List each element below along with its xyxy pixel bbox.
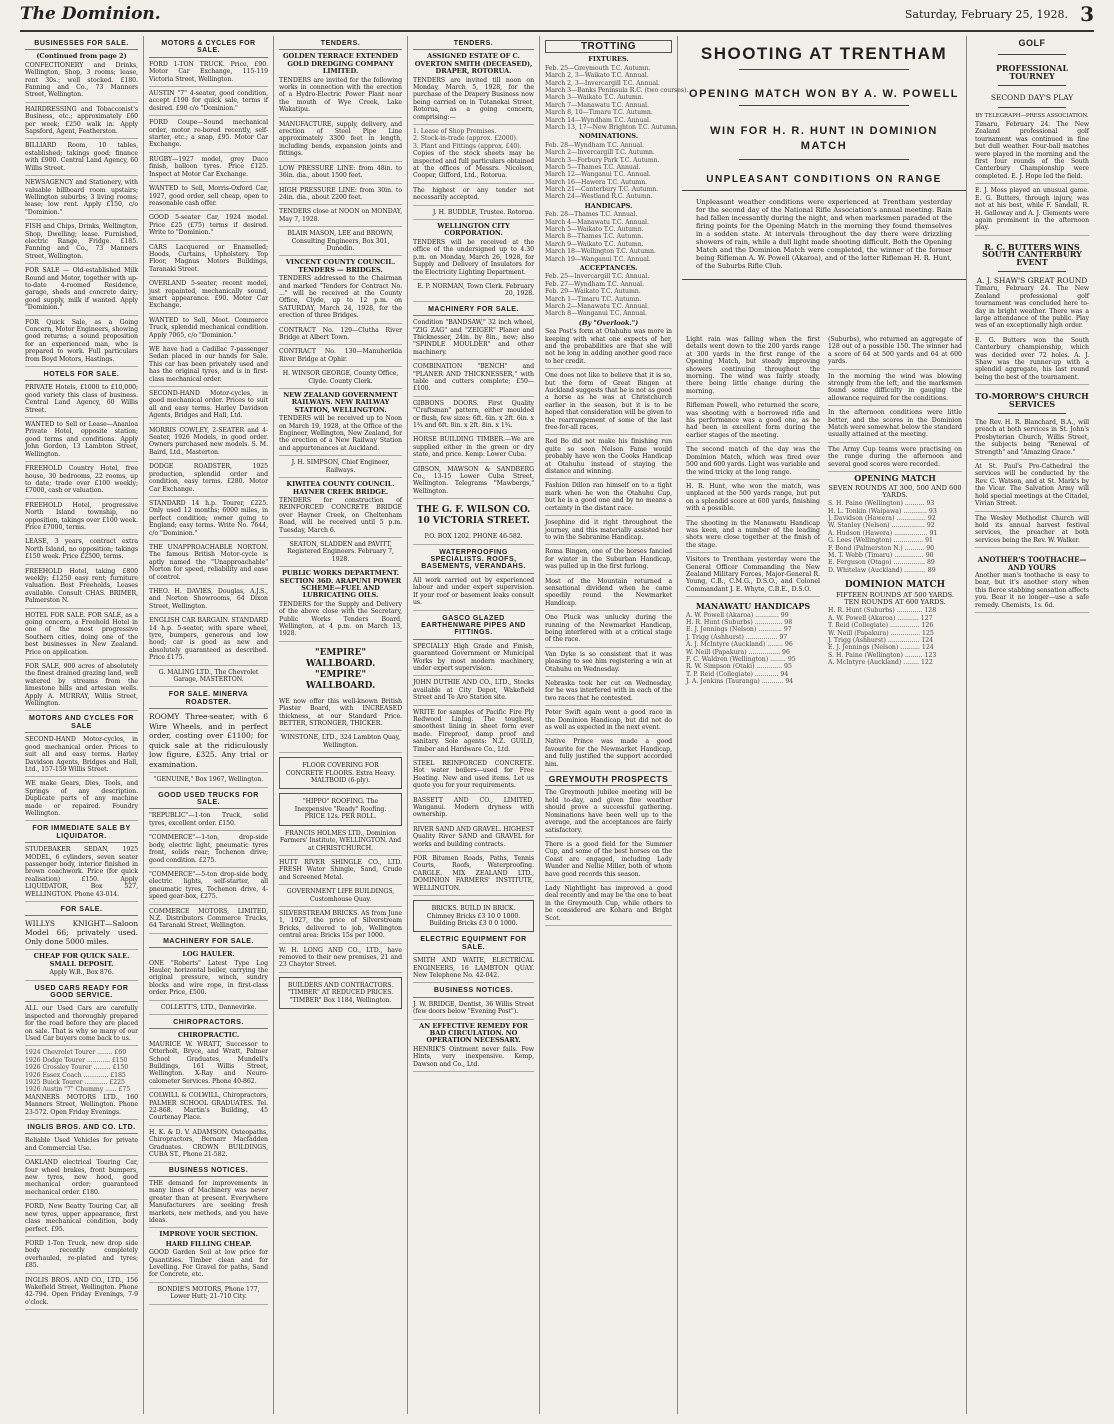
paragraph: In the afternoon conditions were little better, and the scores in the Dominion Match were somewhat below the standard usually attained at the meeting. bbox=[828, 409, 962, 443]
result-line: T. P. Reid (Collegiate) ............ 94 bbox=[686, 670, 789, 678]
paragraph: One does not like to believe that it is so, but the form of Great Bingen at Auckland suggests that he is not as good a horse as he was at Christchurch earlier in the season, but it is to be hoped that consideration will be given to the rearrangement of some of the last free-for-all races. bbox=[545, 372, 672, 435]
paragraph: Josephine did it right throughout the journey, and this materially assisted her to win the Sabranine Handicap. bbox=[545, 519, 672, 545]
fixture-line: Feb. 28—Thames T.C. Annual. bbox=[545, 211, 638, 219]
classified-ad: FORD 1-Ton Truck, new drop side body recently completely overhauled, re-plated and tyres; £85. bbox=[25, 1240, 138, 1274]
paragraph: The second match of the day was the Dominion Match, which was fired over 500 and 600 yards. Light was variable and the wind tricky at the long range. bbox=[686, 446, 820, 480]
section-heading: INGLIS BROS. AND CO. LTD. bbox=[25, 1124, 138, 1134]
classified-ad: MORRIS COWLEY, 2-SEATER and 4-Seater, 1926 Models, in good order. Owners purchased new models. S. M. Baird, Ltd., Masterton. bbox=[149, 427, 268, 461]
paragraph: E. G. Butters won the South Canterbury championship, which was decided over 72 holes. A. J. Shaw was the runner-up with a splendid aggregate, his last round being the best of the tournament. bbox=[975, 337, 1089, 385]
classified-ad: FORD, New Beatty Touring Car, all new tyres, upper appearance, first class mechanical condition, body perfect. £95. bbox=[25, 1203, 138, 1237]
classified-ad: J. W. BRIDGE, Dentist, 36 Willis Street (few doors below "Evening Post"). bbox=[413, 1001, 534, 1020]
masthead bbox=[20, 4, 1094, 32]
section-heading: WATERPROOFING SPECIALISTS. ROOFS, BASEMENTS, VERANDAHS. bbox=[413, 549, 534, 574]
classified-ad: GOOD Garden Soil at low price for Quantities. Timber clean and for Levelling. For Gravel for paths, Sand for Concrete, etc. bbox=[149, 1249, 268, 1283]
section-subheading: VINCENT COUNTY COUNCIL. TENDERS — BRIDGES. bbox=[285, 258, 396, 274]
table-title: DOMINION MATCH bbox=[844, 580, 946, 591]
classified-ad: GIBSON, MAWSON & SANDBERG Co., 13-15 Lower Cuba Street, Wellington. Telegrams "Mawbergs," Wellington. bbox=[413, 466, 534, 500]
section-heading: ELECTRIC EQUIPMENT FOR SALE. bbox=[413, 936, 534, 954]
section-subheading: CHEAP FOR QUICK SALE. SMALL DEPOSIT. bbox=[33, 952, 130, 968]
classified-ad: GIBBONS DOORS. First Quality "Craftsman" pattern, either moulded or flush, few sizes: 6ft. 6in. x 2ft. 6in. x 1¾ and 6ft. 8in. x 2ft. 8in. x 1¾. bbox=[413, 400, 534, 434]
classified-ad: SMITH AND WAITE, ELECTRICAL ENGINEERS, 16 LAMBTON QUAY. New Telephone No. 42-042. bbox=[413, 957, 534, 983]
result-line: G. Lees (Wellington) ............... 91 bbox=[828, 537, 933, 545]
classified-ad: RIVER SAND AND GRAVEL. HIGHEST Quality River SAND and GRAVEL for works and building contracts. bbox=[413, 826, 534, 852]
story-subheadline: UNPLEASANT CONDITIONS ON RANGE bbox=[706, 174, 942, 185]
result-line: J. Trigg (Ashhurst) ................ 124 bbox=[828, 637, 934, 644]
classified-ad: CONTRACT No. 130—Manuherikia River Bridge at Ophir. bbox=[279, 348, 402, 367]
fixture-line: March 5—Thames T.C. Annual. bbox=[545, 163, 641, 171]
shooting-story bbox=[682, 36, 967, 1414]
paragraph: Rifleman Powell, who returned the score, was shooting with a borrowed rifle and his performance was a good one, as he had been in excellent form during the earlier stages of the meeting. bbox=[686, 402, 820, 443]
paragraph: In the morning the wind was blowing strongly from the left, and the marksmen found some difficulty in gauging the allowance required for the conditions. bbox=[828, 373, 962, 407]
price-list bbox=[25, 1049, 138, 1093]
story-subheadline: PROFESSIONAL TOURNEY bbox=[995, 63, 1069, 81]
classified-ad: FOR Bitumen Roads, Paths, Tennis Courts, Roofs, Waterproofing. CARGLE. MIX ZEALAND LTD., DOMINION FARMERS' INSTITUTE, WELLINGTON. bbox=[413, 855, 534, 896]
classified-ad: COLLETT'S, LTD., Dannevirke. bbox=[149, 1004, 268, 1015]
classified-ad: TENDERS will be received at the office of the undersigned up to 4.30 p.m. on Monday, March 26, 1928, for Supply and Delivery of Insulators for the Electricity Lighting Department. bbox=[413, 239, 534, 280]
classified-ad: Condition "BANDSAW," 32 inch wheel, "ZIG ZAG" and "ZEIGER" Planer and Thicknesser, 24in. by 8in., new; also "SPINDLE MOULDER" and other machinery. bbox=[413, 319, 534, 360]
paragraph: (Suburbs), who returned an aggregate of 128 out of a possible 150. The winner had a score of 64 at 500 yards and 64 at 600 yards. bbox=[828, 336, 962, 370]
result-line: A. Hudson (Hawera) ................. 91 bbox=[828, 529, 938, 537]
classified-ad: All work carried out by experienced labour and under expert supervision. If your roof or basement leaks consult us. bbox=[413, 577, 534, 611]
section-heading: GREYMOUTH PROSPECTS bbox=[545, 776, 672, 786]
classified-ad: STANDARD 14 h.p. Tourer, £225. Only used 12 months; 6000 miles, in perfect condition; owner going to England; easy terms. Write No. 7644, c/o "Dominion." bbox=[149, 500, 268, 541]
classified-ad: WINSTONE, LTD., 324 Lambton Quay, Wellington. bbox=[279, 734, 402, 753]
result-line: J. A. Jenkins (Tauranga) ........... 94 bbox=[686, 678, 794, 686]
classified-ad: WILLYS KNIGHT—Saloon Model 66; privately used. Only done 5000 miles. bbox=[25, 919, 138, 950]
price-line: 1924 Chevrolet Tourer ........ £60 bbox=[25, 1049, 127, 1057]
column-golf bbox=[970, 36, 1094, 1414]
divider bbox=[998, 271, 1066, 272]
classified-ad: BILLIARD Room, 10 tables, established; takings good; finance with £900. Central Land Agency, 60 Willis Street. bbox=[25, 142, 138, 176]
classified-ad: H. K. & D. V. ADAMSON, Osteopaths, Chiropractors, Bernarr Macfadden Graduates. CROWN BUILDINGS, CUBA ST., Phone 21-582. bbox=[149, 1129, 268, 1163]
classified-ad: "GENUINE," Box 1967, Wellington. bbox=[149, 776, 268, 787]
hotel-ads bbox=[25, 384, 138, 711]
paragraph: Most of the Mountain returned a sensational dividend when he came speedily round the Newmarket Handicap. bbox=[545, 578, 672, 612]
fixture-line: March 14—Wyndham T.C. Annual. bbox=[545, 116, 651, 124]
column-trotting bbox=[540, 36, 689, 1414]
classified-ad: FRANCIS HOLMES LTD., Dominion Farmers' Institute, WELLINGTON. And at CHRISTCHURCH. bbox=[279, 830, 402, 856]
fixture-line: March 3—Banks Peninsula R.C. (two courses). bbox=[545, 86, 689, 94]
classified-ad: P.O. BOX 1202. PHONE 46-582. bbox=[413, 533, 534, 544]
result-line: W. Neill (Papakura) ................ 96 bbox=[686, 648, 790, 656]
section-subheading: WELLINGTON CITY CORPORATION. bbox=[437, 222, 510, 238]
paragraph: Lady Nightlight has improved a good deal recently and may be the one to beat in the Greymouth Cup, while others to be considered are Kohara and Bright Scot. bbox=[545, 885, 672, 926]
classified-ad: THE UNAPPROACHABLE NORTON. The famous British Motor-cycle is aptly named the "Unapproachable" Norton for speed, reliability and ease of control. bbox=[149, 544, 268, 585]
fixture-line: March 21—Canterbury T.C. Autumn. bbox=[545, 186, 659, 194]
section-subheading: HANDICAPS. bbox=[584, 201, 633, 210]
company-name: THE G. F. WILSON CO. 10 VICTORIA STREET. bbox=[416, 505, 531, 527]
paragraph: Roma Bingen, one of the horses fancied for winter in the Suburban Handicap, was pulled up in the first furlong. bbox=[545, 548, 672, 574]
classified-ad: H. WINSOR GEORGE, County Office, Clyde. County Clerk. bbox=[279, 370, 402, 389]
fixture-line: March 1—Timaru T.C. Autumn. bbox=[545, 295, 642, 303]
classified-ad: HENRIK'S Ointment never fails. Few Hints, very inexpensive. Kemp, Dawson and Co., Ltd. bbox=[413, 1046, 534, 1072]
paragraph: At St. Paul's Pro-Cathedral the services will be conducted by the Rev. C. Watson, and at St. Mark's by the Vicar. The Salvation Army will hold special meetings at the Citadel, Vivian Street. bbox=[975, 463, 1089, 511]
classified-ad: TENDERS for construction of REINFORCED CONCRETE BRIDGE over Hayner Creek, on Cheltenham Road, will be received until 5 p.m. Tuesday, March 6. bbox=[279, 497, 402, 538]
classified-ad: GOVERNMENT LIFE BUILDINGS, Customhouse Quay. bbox=[279, 888, 402, 907]
fixture-line: March 3—Forbury Park T.C. Autumn. bbox=[545, 156, 660, 164]
paragraph: E. J. Moss played an unusual game. E. G. Butters, through injury, was not at his best, while F. Sandall, R. H. Galloway and A. J. Clements were again prominent in the afternoon play. bbox=[975, 187, 1089, 235]
fixture-line: March 2—Invercargill T.C. Autumn. bbox=[545, 149, 655, 157]
column-motors bbox=[144, 36, 274, 1414]
classified-ad: G. MALING LTD., The Chevrolet Garage, MASTERTON. bbox=[149, 669, 268, 688]
classified-ad: WANTED to Sell, Morris-Oxford Car, 1927, good order, sell cheap, open to reasonable cash offer. bbox=[149, 185, 268, 211]
classified-ad: COLWILL & COLWILL, Chiropractors, PALMER SCHOOL GRADUATES. Tel. 22-868. Martin's Building, 45 Courtenay Place. bbox=[149, 1092, 268, 1126]
advert-box: "HIPPO" ROOFING. The Inexpensive "Ready" Roofing. PRICE 12s. PER ROLL. bbox=[279, 793, 402, 825]
table-title: OPENING MATCH bbox=[854, 473, 936, 484]
table-subtitle: SEVEN ROUNDS AT 300, 500 AND 600 YARDS. bbox=[828, 483, 962, 499]
fixture-line: March 12—Wanganui T.C. Annual. bbox=[545, 171, 651, 179]
classified-ad: Apply W.B., Box 876. bbox=[25, 969, 138, 980]
classified-ad: LOW PRESSURE LINE: from 48in. to 36in. dia., about 1500 feet. bbox=[279, 165, 402, 184]
classified-ad: SPECIALLY High Grade and Finish, guaranteed Government or Municipal Works by most modern machinery, under expert supervision. bbox=[413, 643, 534, 677]
story-subheadline: SECOND DAY'S PLAY bbox=[990, 93, 1074, 103]
list-item: 2. Stock-in-trade (approx. £2000). bbox=[413, 135, 518, 143]
classified-ad: AUSTIN "7" 4-seater, good condition, accept £190 for quick sale, terms if desired. £90 c/o "Dominion." bbox=[149, 90, 268, 116]
section-heading: GOLF bbox=[1018, 38, 1046, 48]
classified-ad: SEATON, SLADDEN and PAVITT, Registered Engineers. February 7, 1928. bbox=[279, 541, 402, 567]
byline: BY TELEGRAPH—PRESS ASSOCIATION. bbox=[975, 112, 1089, 119]
paragraph: Timaru, February 24. The New Zealand professional golf tournament was concluded here to-day in bright weather. There was a large attendance of the public. Play was of an exceptionally high order. bbox=[975, 285, 1089, 333]
fixture-line: March 4—Manawatu T.C. Annual. bbox=[545, 218, 649, 226]
fixture-line: March 19—Wanganui T.C. Annual. bbox=[545, 255, 651, 263]
divider bbox=[998, 413, 1066, 414]
classified-ad: TENDERS close at NOON on MONDAY, May 7, 1928. bbox=[279, 208, 402, 227]
classified-ad: FORD Coupe—Sound mechanical order, motor re-bored recently, self-starter, etc.; a snap, £95. Motor Car Exchange. bbox=[149, 119, 268, 153]
advert-box: BUILDERS AND CONTRACTORS. "TIMBER" AT REDUCED PRICES. "TIMBER" Box 1184, Wellington. bbox=[279, 977, 402, 1009]
classified-ad: COMMERCE MOTORS, LIMITED, N.Z. Distributors Commerce Trucks, 64 Taranaki Street, Wellington. bbox=[149, 908, 268, 934]
result-line: E. J. Jennings (Nelson) .......... 124 bbox=[828, 644, 934, 652]
result-line: A. W. Powell (Akaroa) ........... 127 bbox=[828, 614, 933, 622]
paragraph: Red Bo did not make his finishing run quite so soon Nelson Fame would probably have won the Cooks Handicap at Otahuhu instead of staying the distance and winning. bbox=[545, 438, 672, 479]
fixture-line: March 9—Waikato T.C. Autumn. bbox=[545, 240, 644, 248]
classified-ad: MANUFACTURE, supply, delivery, and erection of Steel Pipe Line approximately 3300 feet in length, including bends, expansion joints and fittings. bbox=[279, 121, 402, 162]
fixture-line: Feb. 27—Wyndham T.C. Annual. bbox=[545, 280, 645, 288]
classified-ad: WE have had a Cadillac 7-passenger Sedan placed in our hands for Sale. This car has been privately used and has the original tyres, and is in first-class mechanical order. bbox=[149, 346, 268, 387]
classified-ad: STEEL REINFORCED CONCRETE. Hot water boilers—used for Free Heating. New and used items. Let us quote you for your requirements. bbox=[413, 760, 534, 794]
section-heading: FOR SALE. MINERVA ROADSTER. bbox=[149, 691, 268, 709]
classified-ad: PRIVATE Hotels, £1000 to £10,000; good variety this class of business. Central Land Agency, 60 Willis Street. bbox=[25, 384, 138, 418]
section-subheading: CHIROPRACTIC. bbox=[177, 1031, 240, 1040]
section-subheading: ACCEPTANCES. bbox=[579, 264, 638, 272]
section-heading: GOOD USED TRUCKS FOR SALE. bbox=[149, 792, 268, 810]
section-heading: BUSINESS NOTICES. bbox=[413, 987, 534, 997]
paragraph: Nebraska took her cut on Wednesday, for he was interfered with in each of the two races that he contested. bbox=[545, 680, 672, 706]
classified-ad: THEO. H. DAVIES, Douglas, A.J.S., and Norton Showrooms, 64 Dixon Street, Wellington. bbox=[149, 588, 268, 614]
classified-ad: CONTRACT No. 129—Clutha River Bridge at Albert Town. bbox=[279, 327, 402, 346]
classified-ad: JOHN DUTHIE AND CO., LTD., Stocks available at City Depot, Wakefield Street and Te Aro Station site. bbox=[413, 679, 534, 705]
fixture-line: March 13, 17—New Brighton T.C. Autumn. bbox=[545, 123, 678, 131]
section-heading: FOR SALE. bbox=[25, 906, 138, 916]
classified-ad: TENDERS for the Supply and Delivery of the above close with the Secretary, Public Works Tenders Board, Wellington, at 4 p.m. on March 13, 1928. bbox=[279, 601, 402, 642]
divider bbox=[998, 54, 1066, 55]
divider bbox=[998, 107, 1066, 108]
divider bbox=[998, 85, 1066, 86]
paragraph: Visitors to Trentham yesterday were the General Officer Commanding the New Zealand Military Forces, Major-General R. Young, C.B., C.M.G., D.S.O., and Colonel Commandant J. E. Whyte, C.B.E., D.S.O. bbox=[686, 556, 820, 597]
price-line: 1925 Buick Tourer ............ £225 bbox=[25, 1079, 125, 1087]
classified-ad: SECOND-HAND Motor-cycles, in good mechanical order. Prices to suit all and easy terms. Harley Davidson Agents, Bridges and Hall, Ltd. bbox=[149, 390, 268, 424]
advert-box: FLOOR COVERING FOR CONCRETE FLOORS. Extra Heavy. MALTBOID (6-ply). bbox=[279, 757, 402, 789]
classified-ad: HIGH PRESSURE LINE: from 30in. to 24in. dia., about 2200 feet. bbox=[279, 187, 402, 206]
classified-ad: WANTED to Sell, Moot. Commerce Truck, splendid mechanical condition. Apply 7065, c/o "Dominion." bbox=[149, 317, 268, 343]
fixture-line: March 18—Wellington T.C. Autumn. bbox=[545, 248, 656, 256]
classified-ad: "REPUBLIC"—1-ton Truck, solid tyres, excellent order. £150. bbox=[149, 812, 268, 831]
classified-ad: WRITE for samples of Pacific Fire Ply Redwood Lining. The toughest, smoothest lining in sheet form ever made. Fireproof, damp proof and sanitary. Sole agents: N.Z. GUILD, Timber and Hardware Co., Ltd. bbox=[413, 709, 534, 757]
classified-ad: SILVERSTREAM BRICKS. AS from June 1, 1927, the price of Silverstream Bricks, delivered to job, Wellington central area: Bricks 15s per 1000. bbox=[279, 910, 402, 944]
fixture-line: March 8, 10—Timaru T.C. Autumn. bbox=[545, 109, 653, 117]
fixture-line: March 16—Hawera T.C. Autumn. bbox=[545, 178, 648, 186]
section-heading: TENDERS. bbox=[279, 40, 402, 50]
classified-ad: MAURICE W. WRATT, Successor to Otterholt, Bryce, and Wratt, Palmer School Graduates, Mundell's Buildings, 161 Willis Street, Wellington. X-Ray and Neuro-calometer Services. Phone 40-862. bbox=[149, 1041, 268, 1089]
classified-ad: BONDIE'S MOTORS, Phone 177, Lower Hutt; 21-710 City. bbox=[149, 1286, 268, 1305]
result-line: R. W. Simpson (Otaki) ............. 95 bbox=[686, 663, 792, 671]
classified-ad: INGLIS BROS. AND CO., LTD., 156 Wakefield Street, Wellington. Phone 42-794. Open Friday Evenings, 7-9 o'clock. bbox=[25, 1277, 138, 1311]
story-column-left bbox=[686, 336, 820, 1406]
issue-date: Saturday, February 25, 1928. bbox=[904, 8, 1068, 21]
result-line: T. Reid (Collegiate) ............... 126 bbox=[828, 622, 934, 630]
section-subheading: AN EFFECTIVE REMEDY FOR BAD CIRCULATION. NO OPERATION NECESSARY. bbox=[419, 1021, 528, 1045]
section-heading: TROTTING bbox=[545, 40, 672, 53]
classified-ad: BLAIR MASON, LEE and BROWN, Consulting Engineers, Box 301, Dunedin. bbox=[279, 230, 402, 256]
result-line: F. C. Waldren (Wellington) ........ 95 bbox=[686, 655, 796, 663]
fixture-line: Feb. 29—Waikato T.C. Autumn. bbox=[545, 288, 641, 296]
story-subheadline: OPENING MATCH WON BY A. W. POWELL bbox=[689, 88, 959, 100]
result-line: E. Ferguson (Otago) ................ 89 bbox=[828, 559, 935, 567]
section-subheading: NEW ZEALAND GOVERNMENT RAILWAYS. NEW RAILWAY STATION, WELLINGTON. bbox=[283, 391, 398, 414]
paragraph: Peter Swift again went a good race in the Dominion Handicap, but did not do as well as expected in the next event. bbox=[545, 709, 672, 735]
result-line: D. Whitelaw (Auckland) ........... 89 bbox=[828, 566, 936, 574]
fixture-line: March 24—Westland R.C. Autumn. bbox=[545, 193, 653, 201]
paragraph: Another man's toothache is easy to bear, but it's another story when this fierce stabbing sensation affects you. Bear it no longer—use a safe remedy. Chemists, 1s. 6d. bbox=[975, 572, 1089, 613]
page-number: 3 bbox=[1080, 2, 1094, 26]
classified-ad: GOOD 5-seater Car, 1924 model. Price £25 (£75) terms if desired. Write to "Dominion." bbox=[149, 214, 268, 240]
price-line: 1926 Austin "7" Chummy ...... £75 bbox=[25, 1086, 131, 1094]
paragraph: Native Prince was made a good favourite for the Newmarket Handicap, and fully justified the support accorded him. bbox=[545, 738, 672, 772]
fixture-line: March 5—Waikato T.C. Autumn. bbox=[545, 226, 644, 234]
section-heading: MACHINERY FOR SALE. bbox=[149, 938, 268, 948]
classified-ad: ONE "Roberts" Latest Type Log Hauler, horizontal boiler, carrying the original pressure, winch, sundry blocks and wire rope, in first-class order. Price, £500. bbox=[149, 960, 268, 1001]
divider bbox=[739, 105, 909, 106]
classified-ad: NEWSAGENCY and Stationery, with valuable billboard room upstairs; Wellington suburbs; 3 living rooms; lease; low rent. Apply £150, c/o "Dominion." bbox=[25, 179, 138, 220]
classified-ad: FREEHOLD Hotel, taking £800 weekly; £1250 easy rent; furniture valuation. Best Freeholds, Leases available. Consult CHAS. BRIMER, Palmerston N. bbox=[25, 568, 138, 609]
classified-ad: TENDERS are invited till noon on Monday, March 5, 1928, for the purchase of the Drapery Business now being carried on in Tutanekai Street, Rotorua, as a going concern, comprising:— bbox=[413, 77, 534, 125]
story-column-right bbox=[828, 336, 962, 1406]
section-subheading: LOG HAULER. bbox=[182, 950, 235, 959]
classified-ad: J. H. BUDDLE, Trustee. Rotorua. bbox=[413, 209, 534, 220]
classified-ad: Reliable Used Vehicles for private and Commercial Use. bbox=[25, 1137, 138, 1156]
classified-ad: FISH and Chips, Drinks, Wellington, Shop, Dwelling; lease. Furnished, electric Range, Fridge. £185. Fanning and Co., 73 Manners Street, Wellington. bbox=[25, 223, 138, 264]
business-ads bbox=[25, 62, 138, 367]
classified-ad: BASSETT AND CO., LIMITED, Wanganui. Modern dryness with ownership. bbox=[413, 797, 534, 823]
story-subheadline: A. J. SHAW'S GREAT ROUND bbox=[976, 275, 1088, 285]
section-heading: CHIROPRACTORS. bbox=[149, 1019, 268, 1029]
paragraph: Van Dyke is so consistent that it was pleasing to see him registering a win at Otahuhu on Wednesday. bbox=[545, 651, 672, 677]
advert-box: BRICKS. BUILD IN BRICK. Chimney Bricks £3 10 0 1000. Building Bricks £3 0 0 1000. bbox=[413, 900, 534, 932]
result-line: F. Bond (Palmerston N.) .......... 90 bbox=[828, 544, 935, 552]
classified-ad: TENDERS are invited for the following works in connection with the erection of a Hydro-Electric Power Plant near the mouth of Wye Creek, Lake Wakatipu. bbox=[279, 77, 402, 118]
column-tenders-b bbox=[408, 36, 540, 1414]
fixture-line: March 7—Manawatu T.C. Annual. bbox=[545, 101, 649, 109]
divider bbox=[739, 69, 909, 70]
story-subheadline: ANOTHER'S TOOTHACHE—AND YOURS bbox=[977, 555, 1087, 572]
section-heading: MOTORS & CYCLES FOR SALE. bbox=[149, 40, 268, 58]
classified-ad: WE make Gears, Dies, Tools, and Springs of any description. Duplicate parts of any machine made or repaired. Foundry Wellington. bbox=[25, 780, 138, 821]
classified-ad: WANTED to Sell or Lease—Ananioa Private Hotel, opposite station; good terms and conditions. Apply John Gordon, 13 Lambton Street, Wellington. bbox=[25, 421, 138, 462]
newspaper-title: The Dominion. bbox=[20, 4, 161, 24]
classified-ad: W. H. LONG AND CO., LTD., have removed to their new premises, 21 and 23 Chaytor Street. bbox=[279, 947, 402, 973]
paragraph: H. R. Hunt, who won the match, was unplaced at the 500 yards range, but put on a splendid score at 600 yards, finishing with a possible. bbox=[686, 483, 820, 517]
list-item: 3. Plant and Fittings (approx. £40). bbox=[413, 142, 522, 150]
classified-ad: FOR SALE — Old-established Milk Round and Motor, together with up-to-date 4-roomed Residence, garage, sheds and concrete dairy; good supply, milk if wanted. Apply "Dominion." bbox=[25, 267, 138, 315]
result-line: A. W. Powell (Akaroa) ............ 99 bbox=[686, 611, 789, 619]
result-line: A. J. McIntyre (Auckland) ........ 96 bbox=[686, 641, 793, 649]
result-line: W. Neill (Papakura) ............... 125 bbox=[828, 629, 934, 637]
classified-ad: FREEHOLD Country Hotel, free house, 30 bedrooms, 22 rooms, up to date; trade over £100 weekly; £7000, cash or valuation. bbox=[25, 465, 138, 499]
result-line: S. H. Paine (Wellington) ......... 123 bbox=[828, 651, 937, 659]
section-heading: BUSINESSES FOR SALE. bbox=[25, 40, 138, 50]
paragraph: There is a good field for the Summer Cup, and some of the best horses on the Coast are engaged, including Lady Wunder and Nellie Miller, both of whom have good records this season. bbox=[545, 841, 672, 882]
classified-ad: FREEHOLD Hotel, progressive North Island township, no opposition, takings over £100 week. Price £7000, terms. bbox=[25, 502, 138, 536]
result-line: H. L. Tonkin (Waipawa) ............ 93 bbox=[828, 507, 937, 515]
classified-ad: ENGLISH CAR BARGAIN. STANDARD 14 h.p. 5-seater, with spare wheel, tyre, bumpers, generous and low hood; car is good as new and absolutely guaranteed as described. Price £175. bbox=[149, 617, 268, 665]
classified-ad: TENDERS addressed to the Chairman and marked "Tenders for Contract No. ..." will be received at the County Office, Clyde, up to 12 p.m. on SATURDAY, March 24, 1928, for the erection of three Bridges. bbox=[279, 275, 402, 323]
paragraph: Timaru, February 24. The New Zealand professional golf tournament was continued in fine but dull weather. Four-ball matches were played in the morning and the first four rounds of the South Canterbury Championship were completed. E. J. Hope led the field. bbox=[975, 121, 1089, 184]
fixture-line: March 8—Wanganui T.C. Annual. bbox=[545, 310, 647, 318]
section-subheading: IMPROVE YOUR SECTION. bbox=[159, 1230, 258, 1239]
paragraph: The Wesley Methodist Church will hold its annual harvest festival services, the preacher at both services being the Rev. W. Walker. bbox=[975, 515, 1089, 549]
fixture-line: Feb. 25—Invercargill T.C. Annual. bbox=[545, 273, 650, 281]
price-line: 1926 Crossley Tourer ......... £150 bbox=[25, 1064, 129, 1072]
fixture-line: March 8—Thames T.C. Autumn. bbox=[545, 233, 644, 241]
classified-ad: "COMMERCE"—5-ton drop-side body, electric lights, self-starter, all pneumatic tyres, Tochenon drive, 4-speed gear-box, £275. bbox=[149, 871, 268, 905]
section-heading: TENDERS. bbox=[413, 40, 534, 50]
result-line: J. Trigg (Ashhurst) ................ 97 bbox=[686, 633, 788, 641]
classified-ad: CARS Lacquered or Enamelled; Hoods, Curtains, Upholstery. Top Floor, Magnus Motors Buildings, Taranaki Street. bbox=[149, 244, 268, 278]
classified-ad: HUTT RIVER SHINGLE CO., LTD. FRESH Water Shingle, Sand, Crude and Screened Metal. bbox=[279, 859, 402, 885]
classified-ad: COMBINATION "BENCH" and "PLANER AND THICKNESSER," with table and cutters complete; £50—£100. bbox=[413, 363, 534, 397]
classified-ad: Copies of the stock sheets may be inspected and full particulars obtained at the offices of Messrs. Nicolson, Cooper, Gifford, Ltd., Rotorua. bbox=[413, 150, 534, 184]
fixture-line: March 2, 3—Waikato T.C. Annual. bbox=[545, 72, 649, 80]
section-heading: BUSINESS NOTICES. bbox=[149, 1167, 268, 1177]
story-subheadline: WIN FOR H. R. HUNT IN DOMINION MATCH bbox=[710, 125, 938, 152]
classified-ad: FORD 1-TON TRUCK. Price, £90. Motor Car Exchange, 115-119 Victoria Street, Wellington. bbox=[149, 61, 268, 87]
divider bbox=[682, 279, 966, 280]
paragraph: The Rev. H. R. Blanchard, B.A., will preach at both services in St. John's Presbyterian Church, Willis Street, the subjects being "Renewal of Strength" and "Amazing Grace." bbox=[975, 419, 1089, 460]
result-line: J. Davidson (Hawera) ............... 92 bbox=[828, 515, 936, 523]
paragraph: One Pluck was unlucky during the running of the Newmarket Handicap, being interfered with at a critical stage of the race. bbox=[545, 614, 672, 648]
paragraph: The Army Cup teams were practising on the range during the afternoon and several good scores were recorded. bbox=[828, 446, 962, 472]
classified-ad: FOR SALE, 900 acres of absolutely the finest drained grazing land, well watered by streams from the limestone hills and artesian wells. Apply A. MURRAY, Willis Street, Wellington. bbox=[25, 663, 138, 711]
column-tenders-a bbox=[274, 36, 408, 1414]
result-line: H. R. Hunt (Suburbs) ............. 128 bbox=[828, 607, 937, 615]
section-subheading: GOLDEN TERRACE EXTENDED GOLD DREDGING COMPANY LIMITED. bbox=[282, 52, 399, 76]
table-subtitle: FIFTEEN ROUNDS AT 500 YARDS. TEN ROUNDS AT 600 YARDS. bbox=[835, 590, 955, 607]
result-line: M. T. Webb (Timaru) ............... 90 bbox=[828, 552, 934, 560]
list-item: 1. Lease of Shop Premises. bbox=[413, 128, 497, 136]
column-businesses bbox=[20, 36, 144, 1414]
result-line: W. Stanley (Nelson) ................. 92 bbox=[828, 522, 935, 530]
classified-ad: LEASE, 3 years, contract extra North Island, no opposition; takings £150 week. Price £2500, terms. bbox=[25, 538, 138, 564]
section-subheading: KIWITEA COUNTY COUNCIL. HAYNER CREEK BRIDGE. bbox=[286, 480, 395, 496]
fixture-line: Feb. 25—Greymouth T.C. Autumn. bbox=[545, 64, 651, 72]
section-heading: MACHINERY FOR SALE. bbox=[413, 306, 534, 316]
fixture-line: March 2—Manawatu T.C. Annual. bbox=[545, 302, 649, 310]
story-headline: SHOOTING AT TRENTHAM bbox=[700, 44, 948, 63]
section-subheading: ASSIGNED ESTATE OF C. OVERTON SMITH (DECEASED), DRAPER, ROTORUA. bbox=[414, 52, 533, 76]
section-heading: GASCO GLAZED EARTHENWARE PIPES AND FITTINGS. bbox=[413, 615, 534, 640]
classified-ad: HAIRDRESSING and Tobacconist's Business, etc.; approximately £60 per week; £250 walk in. Apply Sapsford, Agent, Featherston. bbox=[25, 106, 138, 140]
classified-ad: J. H. SIMPSON, Chief Engineer, Railways. bbox=[279, 459, 402, 478]
story-subheadline: R. C. BUTTERS WINS SOUTH CANTERBURY EVENT bbox=[982, 241, 1082, 267]
classified-ad: MANNERS MOTORS LTD., 160 Manners Street, Wellington. Phone 23-572. Open Friday Evenings. bbox=[25, 1094, 138, 1120]
paragraph: Sea Post's form at Otahuhu was more in keeping with what one expects of her, and the probabilities are that she will not be long in adding another good race to her credit. bbox=[545, 328, 672, 369]
section-subheading: HARD FILLING CHEAP. bbox=[165, 1239, 252, 1248]
classified-ad: E. P. NORMAN, Town Clerk. February 20, 1928. bbox=[413, 283, 534, 302]
classified-ad: CONFECTIONERY and Drinks, Wellington, Shop, 3 rooms; lease, rent 30s.; well stocked. £180. Fanning and Co., 73 Manners Street, Wellington. bbox=[25, 62, 138, 103]
result-line: A. McIntyre (Auckland) ........ 122 bbox=[828, 659, 933, 667]
classified-ad: SECOND-HAND Motor-cycles, in good mechanical order. Prices to suit all and easy terms. Harley Davidson Agents, Bridges and Hall, Ltd., 157-159 Willis Street. bbox=[25, 736, 138, 777]
classified-ad: HORSE BUILDING TIMBER.—We are supplied either in the green or dry state, and price. Kemp. Lower Cuba. bbox=[413, 436, 534, 462]
paragraph: Fashion Dillon ran himself on to a tight mark when he won the Otahuhu Cup, but he is a good one and by no means a certainty in the distant race. bbox=[545, 482, 672, 516]
fixture-line: March 2, 3—Invercargill T.C. Annual. bbox=[545, 79, 660, 87]
classified-ad: THE demand for improvements in many lines of Machinery was never greater than at present. Everywhere Manufacturers are seeking fresh markets, new methods, and you have ideas. bbox=[149, 1180, 268, 1228]
paragraph: The Greymouth jubilee meeting will be held to-day, and given fine weather should prove a successful gathering. Nominations have been well up to the average, and the acceptances are fairly satisfactory. bbox=[545, 789, 672, 837]
fixture-line: Feb. 28—Wyndham T.C. Annual. bbox=[545, 141, 645, 149]
section-heading: USED CARS READY FOR GOOD SERVICE. bbox=[25, 985, 138, 1003]
fixture-line: March 3—Waikato T.C. Autumn. bbox=[545, 94, 644, 102]
classified-ad: WE now offer this well-known British Plaster Board, with INCREASED thickness, at our Standard Price. BETTER, STRONGER, THICKER. bbox=[279, 698, 402, 732]
classified-ad: The highest or any tender not necessarily accepted. bbox=[413, 187, 534, 206]
story-body bbox=[686, 336, 962, 1406]
classified-ad: ALL our Used Cars are carefully inspected and thoroughly prepared for the road before they are placed on sale. That is why so many of our Used Car buyers come back to us. bbox=[25, 1005, 138, 1046]
divider bbox=[682, 190, 966, 191]
section-heading: MOTORS AND CYCLES FOR SALE bbox=[25, 715, 138, 733]
section-subheading: (Continued from page 2) bbox=[36, 52, 127, 61]
story-subheadline: TO-MORROW'S CHURCH SERVICES bbox=[975, 391, 1089, 409]
classified-ad: STUDEBAKER SEDAN, 1925 MODEL, 6 cylinders, seven seater passenger body, interior finished in brown coachwork. Price (for quick realisation) £150. Apply LIQUIDATOR, Box 527, WELLINGTON. Phone 43-014. bbox=[25, 846, 138, 902]
classified-ad: RUGBY—1927 model, grey Duco finish, balloon tyres. Price £125. Inspect at Motor Car Exchange. bbox=[149, 156, 268, 182]
classified-ad: DODGE ROADSTER, 1925 production, splendid order and condition, easy terms. £280. Motor Car Exchange. bbox=[149, 463, 268, 497]
section-subheading: PUBLIC WORKS DEPARTMENT. SECTION 36D. ARAPUNI POWER SCHEME—FUEL AND LUBRICATING OILS. bbox=[279, 569, 402, 600]
table-title: MANAWATU HANDICAPS bbox=[695, 601, 811, 612]
price-line: 1926 Essex Coach ............. £185 bbox=[25, 1071, 126, 1079]
wallboard-headline: "EMPIRE" WALLBOARD. "EMPIRE" WALLBOARD. bbox=[305, 647, 376, 691]
classified-ad: HOTEL FOR SALE. FOR SALE, as a going concern, a Freehold Hotel in one of the most progressive Southern cities, doing one of the best businesses in New Zealand. Price on application. bbox=[25, 612, 138, 660]
section-subheading: FIXTURES. bbox=[588, 55, 629, 64]
story-lead: Unpleasant weather conditions were experienced at Trentham yesterday for the second day of the National Rifle Association's annual meeting. Rain had fallen incessantly during the night, and when marksmen paraded at the firing points for the Opening Match in the morning they found themselves in a sodden state. At intervals throughout the day there were drizzling showers of rain, while a dull light made shooting difficult. Both the Opening Match and the Dominion Match were completed, the winner of the former being Rifleman A. W. Powell (Akaroa), and of the latter Rifleman H. R. Hunt, of the Suburbs Rifle Club. bbox=[696, 198, 952, 270]
section-heading: HOTELS FOR SALE. bbox=[25, 371, 138, 381]
classified-ad: TENDERS will be received up to Noon on March 19, 1928, at the Office of the Engineer, Wellington, New Zealand, for the erection of a New Railway Station and appurtenances at Auckland. bbox=[279, 415, 402, 456]
result-line: E. J. Jennings (Nelson) ............ 97 bbox=[686, 626, 792, 634]
classified-ad: OAKLAND electrical Touring Car, four wheel brakes, front bumpers, new tyres, new hood, good mechanical order; guaranteed mechanical order. £180. bbox=[25, 1159, 138, 1200]
classified-ad: "COMMERCE"—1-ton, drop-side body, electric light, pneumatic tyres front, solids rear; Tochenon drive; good condition. £275. bbox=[149, 834, 268, 868]
paragraph: Light rain was falling when the first details went down to the 200 yards range at 300 yards in the first range of the Opening Match, but steady improving showers continuing throughout the morning. The wind was fairly steady, there being little change during the morning. bbox=[686, 336, 820, 399]
section-subheading: NOMINATIONS. bbox=[579, 132, 638, 141]
classified-ad: OVERLAND 5-seater, recent model, just repainted, mechanically sound, smart appearance. £90. Motor Car Exchange. bbox=[149, 280, 268, 314]
paragraph: The shooting in the Manawatu Handicap was keen, and a number of the leading shots were close together at the finish of the stage. bbox=[686, 520, 820, 554]
classified-ad: FOR Quick Sale, as a Going Concern, Motor Engineers, showing good returns; a sound proposition for an experienced man, who is prepared to work. Full particulars from Boyd Motors, Hastings. bbox=[25, 319, 138, 367]
price-line: 1926 Dodge Tourer ............ £150 bbox=[25, 1056, 128, 1064]
byline: (By "Overlook.") bbox=[578, 318, 639, 327]
result-line: H. R. Hunt (Suburbs) .............. 98 bbox=[686, 618, 793, 626]
result-line: S. H. Paine (Wellington) .......... 93 bbox=[828, 500, 935, 508]
divider bbox=[739, 159, 909, 160]
section-heading: FOR IMMEDIATE SALE BY LIQUIDATOR. bbox=[25, 825, 138, 843]
classified-ad: ROOMY Three-seater, with 6 Wire Wheels, and in perfect order, costing over £1100; for quick sale at the ridiculously low figure, £325. Any trial or examination. bbox=[149, 712, 268, 773]
